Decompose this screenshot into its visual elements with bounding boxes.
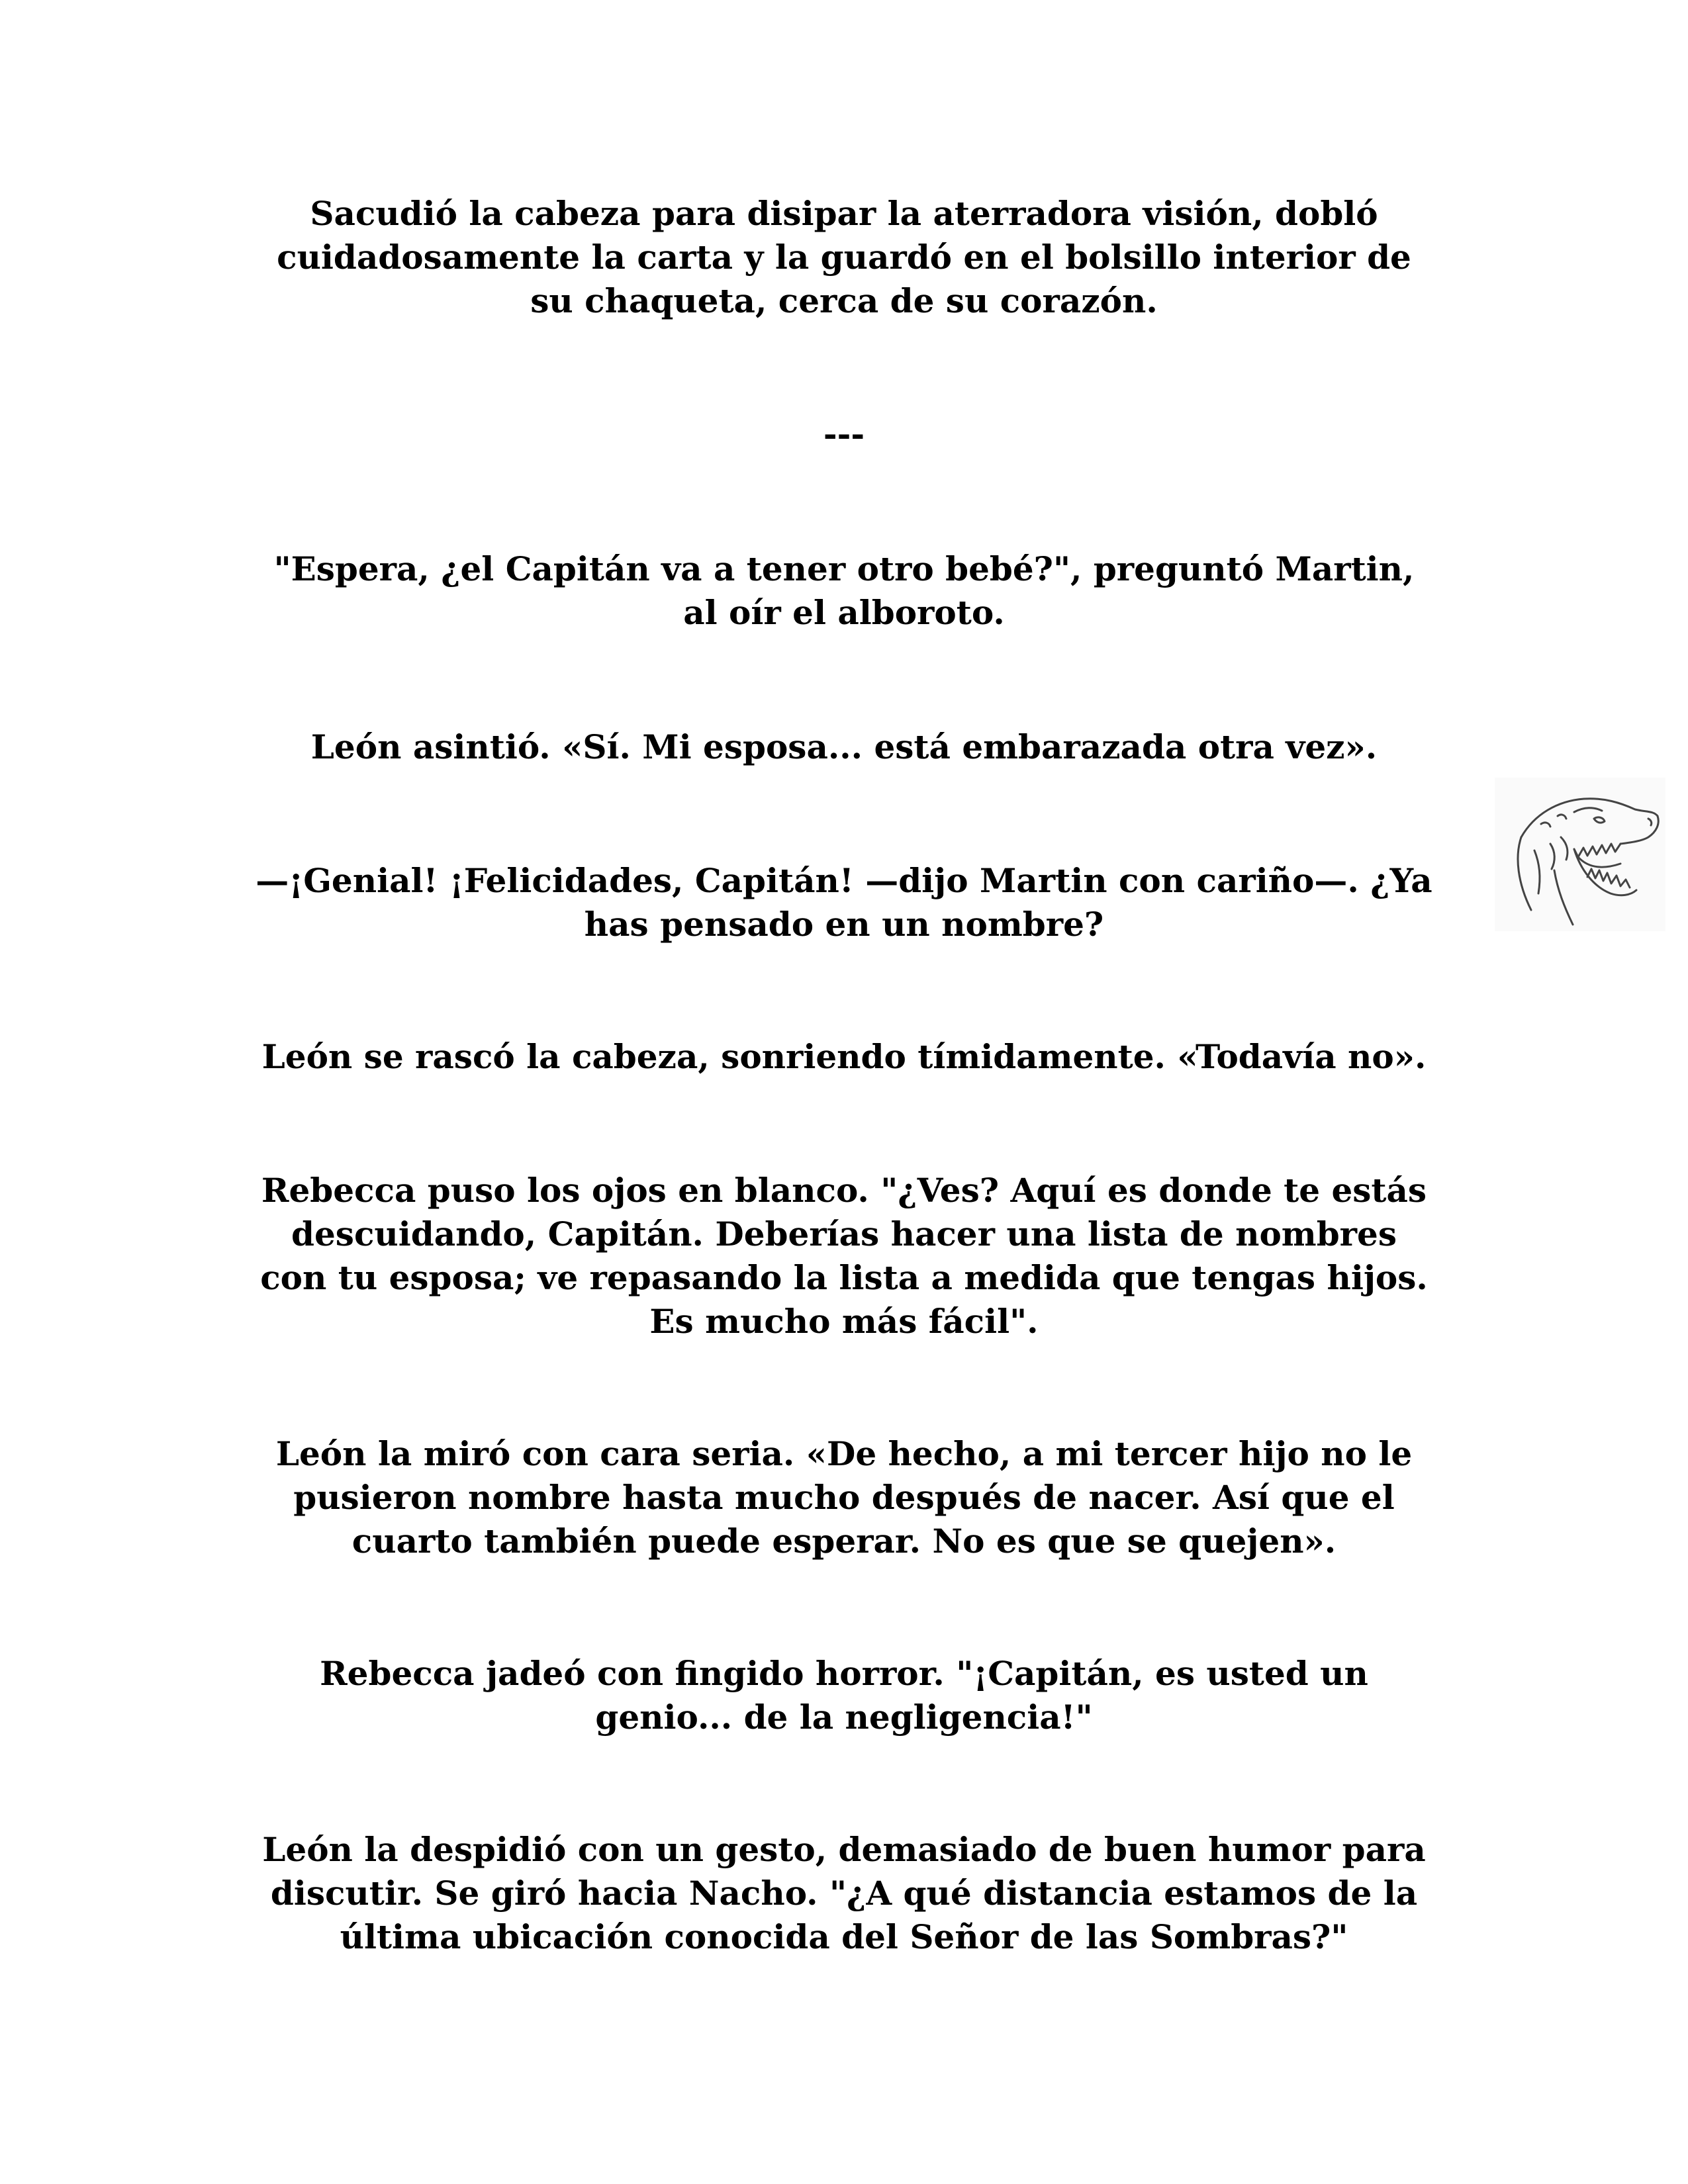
- paragraph-3: León asintió. «Sí. Mi esposa... está embarazada otra vez».: [310, 727, 1378, 766]
- paragraph-8: Rebecca jadeó con fingido horror. "¡Capitán, es usted un genio... de la negligencia!": [320, 1654, 1368, 1737]
- paragraph-4: —¡Genial! ¡Felicidades, Capitán! —dijo Martin con cariño—. ¿Ya has pensado en un nombre?: [256, 861, 1432, 944]
- paragraph-6: Rebecca puso los ojos en blanco. "¿Ves? Aquí es donde te estás descuidando, Capitán. Deberías hacer una lista de nombres con tu esposa; ve repasando la lista a medida que tengas hijos. Es mucho más fácil".: [260, 1171, 1428, 1341]
- paragraph-5: León se rascó la cabeza, sonriendo tímidamente. «Todavía no».: [261, 1037, 1427, 1076]
- paragraph-7: León la miró con cara seria. «De hecho, a mi tercer hijo no le pusieron nombre hasta mucho después de nacer. Así que el cuarto también puede esperar. No es que se quejen».: [275, 1434, 1413, 1561]
- paragraph-9: León la despidió con un gesto, demasiado de buen humor para discutir. Se giró hacia Nacho. "¿A qué distancia estamos de la última ubicación conocida del Señor de las Sombras?": [262, 1830, 1426, 1956]
- paragraph-2: "Espera, ¿el Capitán va a tener otro bebé?", preguntó Martin, al oír el alboroto.: [273, 549, 1415, 632]
- section-separator: ---: [823, 414, 865, 453]
- dinosaur-head-sketch-icon: [1495, 778, 1665, 931]
- paragraph-1: Sacudió la cabeza para disipar la aterradora visión, dobló cuidadosamente la carta y la guardó en el bolsillo interior de su chaqueta, cerca de su corazón.: [277, 194, 1411, 320]
